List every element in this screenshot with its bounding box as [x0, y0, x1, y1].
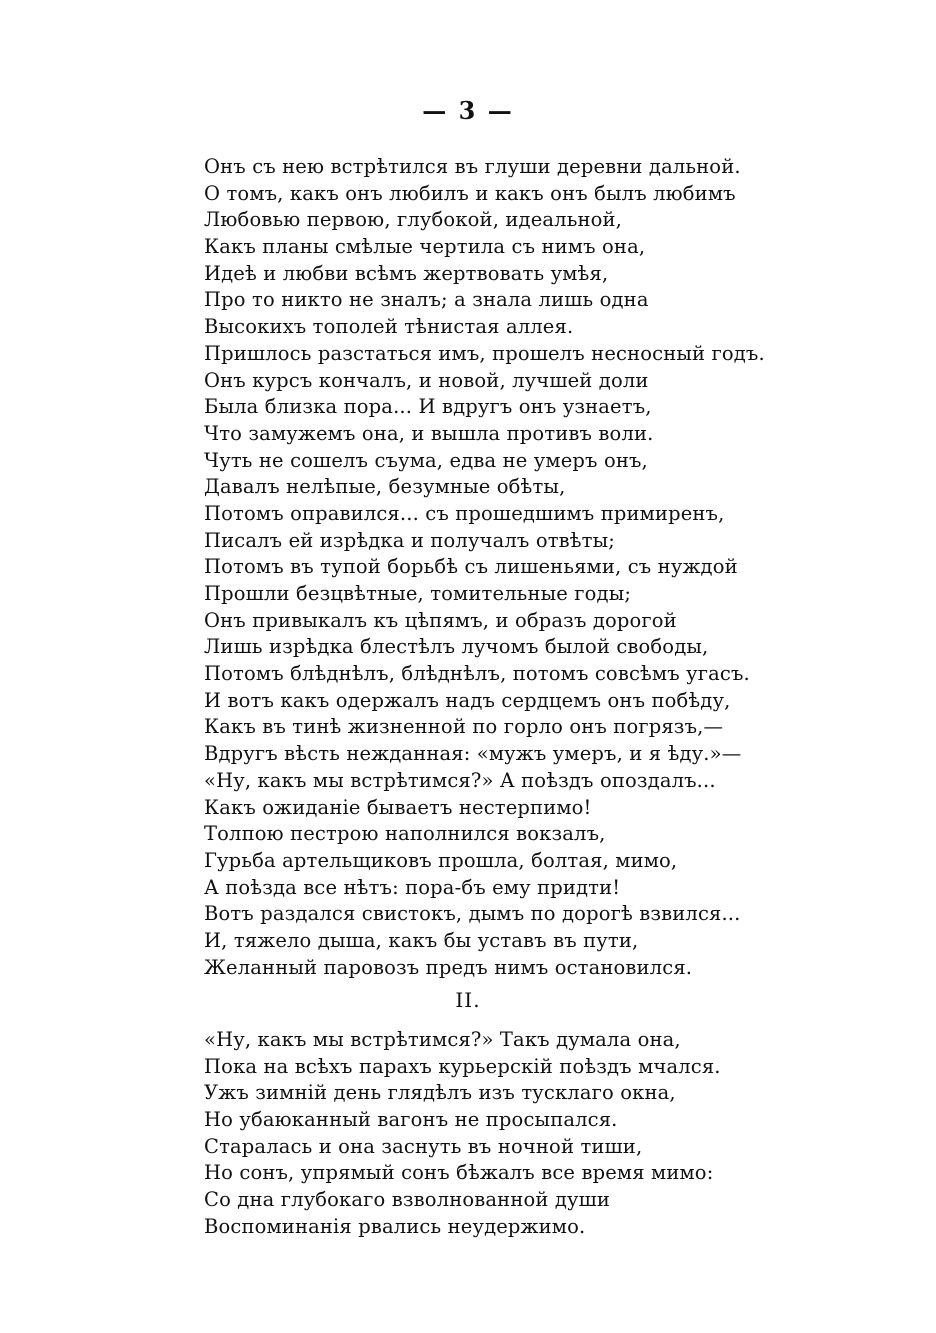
poem-line: А поѣзда все нѣтъ: пора-бъ ему придти!	[204, 875, 621, 899]
poem-line: Воспоминанія рвались неудержимо.	[204, 1214, 586, 1238]
poem-line: Но убаюканный вагонъ не просыпался.	[204, 1108, 618, 1132]
poem-line: Онъ привыкалъ къ цѣпямъ, и образъ дорогой	[204, 608, 677, 632]
poem-line: Онъ съ нею встрѣтился въ глуши деревни дальной.	[204, 155, 741, 178]
poem-part-2	[204, 1027, 844, 1241]
poem-line: Была близка пора... И вдругъ онъ узнаетъ,	[204, 395, 652, 419]
poem-line: «Ну, какъ мы встрѣтимся?» А поѣздъ опоздалъ...	[204, 768, 716, 792]
poem-line: Высокихъ тополей тѣнистая аллея.	[204, 315, 574, 339]
poem-line: Со дна глубокаго взволнованной души	[204, 1188, 611, 1212]
poem-line: Желанный паровозъ предъ нимъ остановился.	[204, 955, 693, 979]
poem-line: Любовью первою, глубокой, идеальной,	[204, 208, 622, 232]
poem-part-1	[204, 154, 844, 981]
poem-line: И, тяжело дыша, какъ бы уставъ въ пути,	[204, 928, 639, 952]
poem-line: Потомъ оправился... съ прошедшимъ примиренъ,	[204, 501, 725, 525]
poem-line: Что замужемъ она, и вышла противъ воли.	[204, 421, 654, 445]
poem-line: Лишь изрѣдка блестѣлъ лучомъ былой свободы,	[204, 635, 709, 659]
poem-line: Вотъ раздался свистокъ, дымъ по дорогѣ взвился...	[204, 902, 741, 926]
poem-line: Какъ ожиданіе бываетъ нестерпимо!	[204, 795, 592, 819]
poem-line: «Ну, какъ мы встрѣтимся?» Такъ думала она,	[204, 1028, 681, 1051]
poem-line: Чуть не сошелъ съума, едва не умеръ онъ,	[204, 448, 648, 472]
section-heading: II.	[455, 988, 481, 1012]
poem-line: Какъ въ тинѣ жизненной по горло онъ погрязъ,—	[204, 715, 724, 739]
poem-line: О томъ, какъ онъ любилъ и какъ онъ былъ любимъ	[204, 181, 736, 205]
poem-line: Ужъ зимній день глядѣлъ изъ тусклаго окна,	[204, 1081, 676, 1105]
poem-line: Идеѣ и любви всѣмъ жертвовать умѣя,	[204, 261, 609, 285]
poem-line: Какъ планы смѣлые чертила съ нимъ она,	[204, 235, 646, 259]
poem-line: Гурьба артельщиковъ прошла, болтая, мимо,	[204, 848, 678, 872]
poem-line: Писалъ ей изрѣдка и получалъ отвѣты;	[204, 528, 616, 552]
poem-line: Потомъ блѣднѣлъ, блѣднѣлъ, потомъ совсѣмъ угасъ.	[204, 662, 750, 686]
poem-line: Потомъ въ тупой борьбѣ съ лишеньями, съ нуждой	[204, 555, 738, 579]
poem-line: Но сонъ, упрямый сонъ бѣжалъ все время мимо:	[204, 1161, 714, 1185]
poem-line: Онъ курсъ кончалъ, и новой, лучшей доли	[204, 368, 649, 392]
page-number: — 3 —	[422, 96, 514, 125]
poem-line: Прошли безцвѣтные, томительные годы;	[204, 582, 632, 605]
poem-line: И вотъ какъ одержалъ надъ сердцемъ онъ побѣду,	[204, 688, 731, 712]
poem-line: Старалась и она заснуть въ ночной тиши,	[204, 1134, 643, 1158]
poem-line: Толпою пестрою наполнился вокзалъ,	[204, 822, 606, 846]
poem-line: Пока на всѣхъ парахъ курьерскій поѣздъ мчался.	[204, 1054, 721, 1078]
poem-line: Вдругъ вѣсть нежданная: «мужъ умеръ, и я ѣду.»—	[204, 742, 742, 766]
poem-line: Пришлось разстаться имъ, прошелъ несносный годъ.	[204, 341, 765, 365]
poem-line: Давалъ нелѣпые, безумные обѣты,	[204, 475, 566, 499]
poem-line: Про то никто не зналъ; а знала лишь одна	[204, 288, 649, 312]
